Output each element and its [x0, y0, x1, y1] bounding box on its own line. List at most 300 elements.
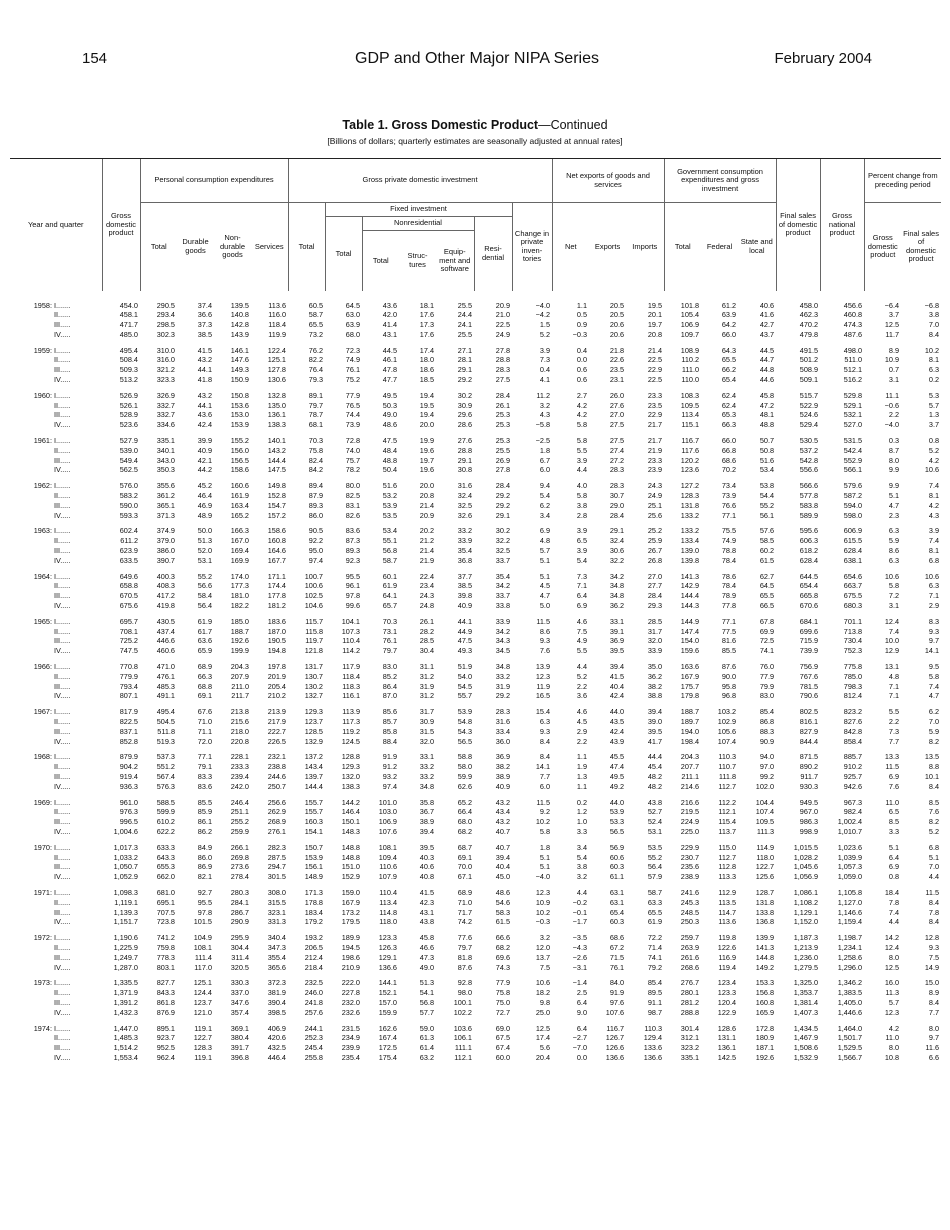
table-cell: 33.9 [647, 646, 663, 656]
table-cell: 155.2 [230, 436, 249, 446]
table-cell: 1,566.7 [837, 1052, 863, 1062]
table-row [10, 707, 941, 717]
table-cell: 163.4 [230, 500, 249, 510]
table-cell: 18.6 [419, 365, 434, 375]
table-cell: 28.1 [457, 355, 472, 365]
table-cell: −2.5 [535, 436, 551, 446]
table-cell: 78.8 [721, 546, 737, 556]
table-row [10, 511, 941, 521]
table-cell: 986.3 [799, 817, 819, 827]
quarter-label: IV..... [54, 1052, 71, 1062]
table-cell: 302.3 [156, 329, 175, 339]
table-cell: 556.6 [799, 465, 819, 475]
table-cell: 34.8 [495, 662, 510, 671]
row-label [10, 301, 102, 311]
table-cell: 14.1 [535, 762, 551, 772]
table-cell: 150.8 [230, 390, 249, 400]
table-cell: 107.6 [378, 826, 397, 836]
year-label: 1960: [33, 390, 52, 400]
table-cell: 1,464.0 [837, 1023, 863, 1033]
table-row [10, 672, 941, 682]
table-cell: 290.5 [156, 300, 175, 310]
table-cell: 89.4 [308, 481, 323, 491]
table-row [10, 827, 941, 837]
table-cell: 479.8 [799, 329, 819, 339]
table-cell: 684.1 [799, 616, 819, 626]
table-cell: 8.7 [888, 445, 900, 455]
table-cell: 54.4 [759, 491, 775, 501]
table-row [10, 330, 941, 340]
table-cell: 235.4 [341, 1052, 360, 1062]
table-cell: 290.9 [230, 917, 249, 927]
table-cell: 587.2 [843, 491, 863, 501]
table-title [10, 118, 940, 132]
row-label [10, 536, 102, 546]
table-cell: 36.9 [609, 636, 625, 646]
table-cell: 1.0 [576, 817, 588, 827]
table-cell: 121.8 [304, 646, 323, 656]
table-cell: 28.3 [609, 481, 625, 491]
table-cell: −1.4 [572, 978, 588, 988]
table-cell: 73.4 [721, 481, 737, 491]
table-cell: 71.4 [647, 942, 663, 952]
quarter-label: II...... [54, 536, 71, 546]
table-cell: 19.5 [419, 400, 434, 410]
table-cell: 532.1 [843, 410, 863, 420]
table-cell: 13.3 [884, 752, 900, 762]
table-row [10, 798, 941, 808]
table-header [10, 159, 941, 291]
table-cell: 86.8 [759, 716, 775, 726]
table-cell: 125.1 [193, 978, 212, 988]
table-cell: 2.9 [928, 601, 940, 611]
table-cell: 183.4 [304, 907, 323, 917]
table-cell: 27.5 [495, 375, 510, 385]
table-cell: 498.0 [843, 345, 863, 355]
table-cell: 150.9 [230, 375, 249, 385]
table-cell: 39.4 [609, 662, 625, 671]
table-cell: 77.5 [721, 626, 737, 636]
table-cell: 529.4 [799, 420, 819, 430]
table-cell: 58.0 [457, 762, 472, 772]
table-cell: 885.7 [843, 752, 863, 762]
quarter-label: II...... [54, 626, 71, 636]
table-cell: 0.7 [888, 365, 900, 375]
row-label [10, 933, 102, 943]
table-cell: 13.9 [535, 662, 551, 671]
table-cell: 65.4 [721, 375, 737, 385]
table-cell: 29.1 [457, 365, 472, 375]
quarter-label: IV..... [54, 917, 71, 927]
table-cell: 42.3 [419, 897, 434, 907]
table-cell: 822.5 [119, 716, 138, 726]
table-cell: 143.9 [230, 329, 249, 339]
table-cell: 11.3 [885, 988, 900, 998]
table-cell: 47.2 [759, 400, 775, 410]
table-cell: 54.8 [457, 716, 472, 726]
table-row [10, 817, 941, 827]
table-cell: 471.7 [119, 320, 138, 330]
table-cell: −7.0 [572, 1043, 588, 1053]
table-cell: 63.1 [609, 887, 625, 897]
table-cell: 77.1 [721, 510, 737, 520]
table-cell: 5.8 [576, 420, 588, 430]
table-cell: 8.9 [888, 345, 900, 355]
table-row [10, 465, 941, 475]
table-cell: 42.4 [197, 420, 212, 430]
table-cell: 331.3 [267, 917, 286, 927]
table-cell: 391.7 [230, 1043, 249, 1053]
table-cell: 67.8 [759, 616, 775, 626]
table-cell: 21.9 [647, 445, 663, 455]
table-cell: 5.2 [928, 445, 940, 455]
table-cell: 78.7 [308, 410, 323, 420]
table-cell: 579.6 [843, 481, 863, 491]
table-cell: 0.9 [576, 320, 588, 330]
table-cell: 606.9 [843, 526, 863, 536]
row-label [10, 420, 102, 430]
table-row [10, 446, 941, 456]
table-cell: 10.2 [535, 907, 551, 917]
table-cell: 36.2 [647, 671, 663, 681]
table-cell: 17.4 [535, 1033, 551, 1043]
table-cell: 88.4 [382, 736, 397, 746]
table-cell: 372.3 [267, 978, 286, 988]
table-cell: 2.8 [576, 510, 588, 520]
table-cell: 177.8 [267, 591, 286, 601]
quarter-label: I....... [54, 842, 71, 852]
table-cell: 73.2 [308, 329, 323, 339]
quarter-label: II...... [54, 310, 71, 320]
table-cell: 91.1 [647, 997, 663, 1007]
row-label [10, 556, 102, 566]
table-cell: 30.9 [419, 716, 434, 726]
table-cell: 47.8 [382, 365, 397, 375]
table-cell: 137.2 [304, 752, 323, 762]
table-cell: 152.1 [378, 988, 397, 998]
table-cell: 20.5 [609, 300, 625, 310]
table-cell: 63.6 [197, 636, 212, 646]
table-cell: 97.8 [345, 591, 360, 601]
table-cell: 827.6 [843, 716, 863, 726]
table-cell: 12.5 [884, 320, 900, 330]
table-cell: 188.7 [230, 626, 249, 636]
year-label: 1973: [33, 978, 52, 988]
gdp-table [10, 158, 941, 1063]
table-cell: 1,105.8 [837, 887, 863, 897]
year-label: 1963: [33, 526, 52, 536]
table-cell: 53.9 [457, 707, 472, 717]
table-cell: 50.8 [759, 445, 775, 455]
table-cell: 537.3 [156, 752, 175, 762]
table-cell: 7.3 [576, 571, 588, 581]
table-cell: 25.1 [647, 500, 663, 510]
table-cell: 142.8 [230, 320, 249, 330]
table-cell: 430.5 [156, 616, 175, 626]
table-cell: 110.2 [681, 355, 700, 365]
quarter-label: I....... [54, 887, 71, 897]
table-cell: 16.5 [535, 691, 551, 701]
table-cell: 567.4 [156, 771, 175, 781]
table-cell: 119.1 [194, 1052, 212, 1062]
table-cell: 100.1 [453, 997, 472, 1007]
table-cell: 112.7 [718, 852, 737, 862]
table-cell: 61.9 [647, 917, 663, 927]
table-cell: 8.0 [888, 1043, 900, 1053]
table-cell: 340.4 [267, 933, 286, 943]
table-cell: 58.3 [495, 907, 510, 917]
table-cell: 3.9 [576, 546, 588, 556]
table-cell: 876.9 [156, 1007, 175, 1017]
table-cell: 930.3 [799, 781, 819, 791]
table-cell: 3.9 [928, 526, 940, 536]
table-cell: 28.8 [495, 355, 510, 365]
table-cell: 34.8 [609, 591, 625, 601]
header-nonres-total: Total [362, 231, 399, 291]
table-cell: 681.0 [156, 887, 175, 897]
table-cell: −6.4 [884, 300, 900, 310]
table-cell: 83.6 [345, 526, 360, 536]
table-cell: 74.9 [345, 355, 360, 365]
table-cell: 419.8 [156, 601, 175, 611]
table-row [10, 501, 941, 511]
table-cell: 357.4 [230, 1007, 249, 1017]
quarter-label: IV..... [54, 781, 71, 791]
table-cell: 25.2 [647, 526, 663, 536]
table-cell: 44.0 [609, 797, 625, 807]
table-cell: 28.5 [647, 616, 663, 626]
table-cell: 110.4 [379, 887, 397, 897]
table-cell: 63.3 [647, 897, 663, 907]
table-cell: 123.7 [304, 716, 323, 726]
table-cell: 31.7 [419, 707, 434, 717]
table-cell: 217.9 [267, 716, 286, 726]
table-cell: 39.9 [197, 436, 212, 446]
table-cell: 9.9 [888, 481, 900, 491]
table-cell: 7.7 [928, 1007, 940, 1017]
table-cell: 879.9 [119, 752, 138, 762]
table-cell: 1.8 [539, 842, 551, 852]
table-cell: 75.5 [721, 526, 737, 536]
table-cell: 104.6 [304, 601, 323, 611]
table-cell: −2.7 [572, 1033, 588, 1043]
table-cell: 250.7 [267, 781, 286, 791]
header-fixed-investment: Fixed investment [325, 203, 512, 217]
table-cell: 9.0 [576, 1007, 588, 1017]
table-cell: 332.7 [156, 410, 175, 420]
table-cell: 140.8 [230, 310, 249, 320]
table-cell: 81.6 [721, 636, 737, 646]
table-cell: 67.6 [197, 707, 212, 717]
table-cell: 107.3 [341, 626, 360, 636]
table-cell: 96.1 [345, 581, 360, 591]
table-cell: 74.3 [495, 962, 510, 972]
table-cell: 6.3 [888, 555, 900, 565]
table-cell: 161.9 [230, 491, 249, 501]
table-cell: 3.2 [576, 872, 588, 882]
header-exports: Exports [594, 241, 621, 251]
table-cell: 132.7 [304, 691, 323, 701]
table-row [10, 807, 941, 817]
table-cell: 665.8 [799, 591, 819, 601]
table-cell: 22.4 [419, 571, 434, 581]
table-cell: 7.4 [888, 626, 900, 636]
table-cell: 1,119.1 [114, 897, 138, 907]
table-cell: 775.8 [843, 662, 863, 671]
table-cell: −1.7 [572, 917, 588, 927]
table-cell: 130.6 [267, 375, 286, 385]
table-cell: 343.0 [156, 455, 175, 465]
table-cell: 527.0 [843, 420, 863, 430]
table-cell: 3.4 [539, 510, 551, 520]
table-cell: 35.4 [495, 571, 510, 581]
table-cell: 29.6 [457, 410, 472, 420]
table-cell: 156.1 [304, 862, 323, 872]
table-cell: 198.6 [341, 952, 360, 962]
table-cell: 139.5 [230, 300, 249, 310]
table-cell: 3.1 [888, 601, 900, 611]
year-label: 1974: [33, 1023, 52, 1033]
year-label: 1964: [33, 571, 52, 581]
table-cell: 332.7 [156, 400, 175, 410]
table-cell: 2.2 [888, 716, 900, 726]
table-cell: 227.8 [341, 988, 360, 998]
table-cell: 551.2 [156, 762, 175, 772]
table-cell: 83.0 [382, 662, 397, 671]
table-cell: 89.1 [308, 390, 323, 400]
table-cell: 34.5 [495, 646, 510, 656]
table-cell: 43.4 [495, 807, 510, 817]
quarter-label: III..... [54, 410, 71, 420]
table-cell: 310.0 [156, 345, 175, 355]
table-cell: 1,050.7 [113, 862, 138, 872]
table-row [10, 355, 941, 365]
table-cell: 69.6 [495, 952, 510, 962]
table-cell: 55.2 [647, 852, 663, 862]
table-cell: 6.6 [928, 1052, 940, 1062]
table-cell: 741.2 [156, 933, 175, 943]
quarter-label: III..... [54, 862, 71, 872]
table-cell: 1,447.0 [113, 1023, 138, 1033]
table-cell: 1,033.2 [113, 852, 138, 862]
table-row [10, 862, 941, 872]
table-cell: 60.6 [609, 852, 625, 862]
table-cell: 0.5 [576, 310, 588, 320]
table-cell: 133.6 [643, 1043, 663, 1053]
table-cell: 126.6 [605, 1043, 625, 1053]
table-cell: 129.3 [341, 762, 360, 772]
table-cell: 66.6 [495, 933, 510, 943]
table-subtitle: [Billions of dollars; quarterly estimates are seasonally adjusted at annual rates] [327, 136, 623, 146]
table-cell: 75.8 [495, 988, 510, 998]
table-cell: 5.7 [539, 546, 551, 556]
table-cell: 41.7 [647, 736, 663, 746]
table-cell: 10.0 [884, 636, 900, 646]
table-cell: 911.7 [800, 771, 819, 781]
table-cell: 38.9 [419, 817, 434, 827]
table-cell: 72.8 [345, 436, 360, 446]
table-cell: −3.1 [572, 962, 588, 972]
table-cell: 60.3 [609, 917, 625, 927]
table-cell: 6.8 [928, 555, 940, 565]
table-cell: 159.9 [378, 1007, 397, 1017]
row-label [10, 888, 102, 898]
table-cell: 245.3 [680, 897, 700, 907]
table-cell: 827.7 [156, 978, 175, 988]
table-cell: 10.9 [884, 355, 900, 365]
table-cell: 15.0 [924, 978, 940, 988]
table-cell: 408.3 [156, 581, 175, 591]
table-cell: 62.6 [457, 781, 472, 791]
table-cell: 131.8 [680, 500, 700, 510]
table-cell: 598.0 [843, 510, 863, 520]
row-label [10, 526, 102, 536]
quarter-label: II...... [54, 1033, 71, 1043]
table-cell: 24.9 [647, 491, 663, 501]
table-cell: 32.0 [647, 636, 663, 646]
table-cell: 54.1 [419, 988, 434, 998]
header-pct-gdp: Gross domestic product [864, 203, 901, 291]
table-cell: 1.3 [576, 771, 588, 781]
quarter-label: II...... [54, 671, 71, 681]
table-row [10, 843, 941, 853]
table-cell: 92.8 [457, 978, 472, 988]
table-cell: 78.6 [721, 571, 737, 581]
table-cell: 4.8 [539, 536, 551, 546]
table-cell: 49.0 [419, 962, 434, 972]
table-cell: 153.0 [230, 410, 249, 420]
table-cell: 181.2 [267, 601, 286, 611]
table-row [10, 963, 941, 973]
table-cell: 40.9 [457, 601, 472, 611]
quarter-label: III..... [54, 726, 71, 736]
table-cell: 44.6 [759, 375, 775, 385]
table-cell: 20.6 [609, 329, 625, 339]
table-cell: 163.6 [680, 662, 700, 671]
table-cell: 802.5 [799, 707, 819, 717]
table-row [10, 917, 941, 927]
table-cell: 895.1 [156, 1023, 175, 1033]
table-row [10, 601, 941, 611]
header-federal: Federal [706, 241, 733, 251]
table-cell: 86.1 [197, 817, 212, 827]
table-cell: 211.0 [231, 681, 249, 691]
table-cell: 526.9 [119, 390, 138, 400]
table-cell: 52.7 [647, 807, 663, 817]
table-cell: 87.6 [721, 662, 737, 671]
table-cell: 108.1 [378, 842, 397, 852]
table-cell: 42.4 [609, 726, 625, 736]
table-cell: 5.9 [888, 536, 900, 546]
table-cell: 365.6 [267, 962, 286, 972]
row-label [10, 662, 102, 672]
table-cell: 20.6 [609, 320, 625, 330]
table-cell: 5.2 [928, 826, 940, 836]
table-cell: 5.4 [539, 491, 551, 501]
table-cell: 79.7 [308, 400, 323, 410]
table-cell: 96.8 [721, 691, 737, 701]
table-cell: 58.7 [647, 887, 663, 897]
table-cell: 28.8 [457, 445, 472, 455]
table-cell: 10.8 [884, 1052, 900, 1062]
table-cell: 144.9 [680, 616, 700, 626]
table-cell: 6.4 [888, 852, 900, 862]
table-cell: 858.4 [843, 736, 863, 746]
table-cell: 86.0 [308, 510, 323, 520]
table-cell: 180.9 [755, 1033, 775, 1043]
table-cell: 218.4 [304, 962, 323, 972]
table-cell: 18.2 [535, 988, 551, 998]
